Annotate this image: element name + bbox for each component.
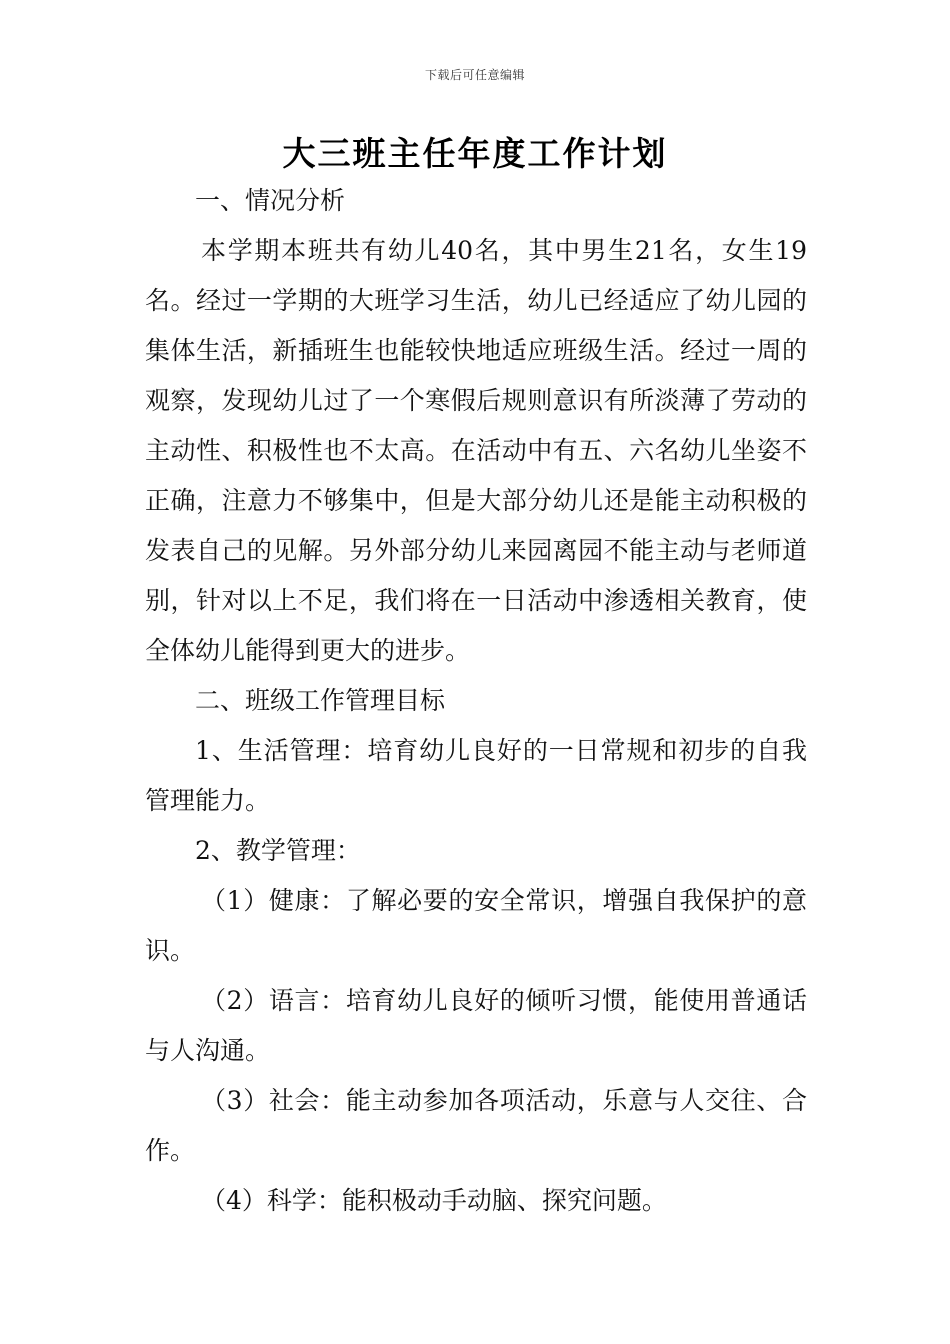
document-body xyxy=(145,176,807,1226)
sub-item-science: （4）科学：能积极动手动脑、探究问题。 xyxy=(201,1186,667,1215)
sub-item-health: （1）健康：了解必要的安全常识，增强自我保护的意识。 xyxy=(145,886,807,965)
section-heading-situation-analysis: 一、情况分析 xyxy=(195,186,346,215)
goal-item-teaching-management: 2、教学管理： xyxy=(195,836,361,865)
situation-paragraph: 本学期本班共有幼儿40名，其中男生21名，女生19名。经过一学期的大班学习生活，幼儿已经适应了幼儿园的集体生活，新插班生也能较快地适应班级生活。经过一周的观察，发现幼儿过了一个寒假后规则意识有所淡薄了劳动的主动性、积极性也不太高。在活动中有五、六名幼儿坐姿不正确，注意力不够集中，但是大部分幼儿还是能主动积极的发表自己的见解。另外部分幼儿来园离园不能主动与老师道别，针对以上不足，我们将在一日活动中渗透相关教育，使全体幼儿能得到更大的进步。 xyxy=(145,236,807,665)
sub-item-society: （3）社会：能主动参加各项活动，乐意与人交往、合作。 xyxy=(145,1086,807,1165)
document-title: 大三班主任年度工作计划 xyxy=(282,134,668,173)
header-note: 下载后可任意编辑 xyxy=(424,68,525,82)
goal-item-life-management: 1、生活管理：培育幼儿良好的一日常规和初步的自我管理能力。 xyxy=(145,736,807,815)
section-heading-management-goals: 二、班级工作管理目标 xyxy=(195,686,446,715)
sub-item-language: （2）语言：培育幼儿良好的倾听习惯，能使用普通话与人沟通。 xyxy=(145,986,807,1065)
